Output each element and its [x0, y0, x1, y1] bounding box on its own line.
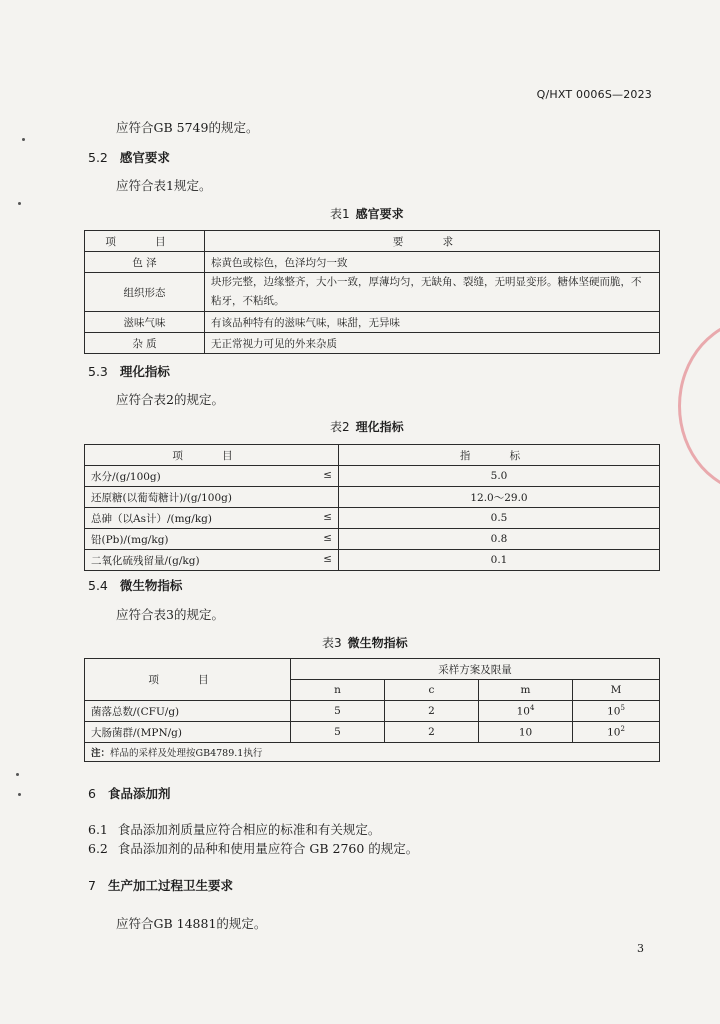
section-5-3-text: 应符合表2的规定。	[116, 392, 224, 407]
table-3-caption	[322, 634, 408, 651]
scan-mark	[22, 138, 25, 141]
section-number: 6	[88, 786, 96, 801]
table-1-caption	[330, 205, 404, 222]
scan-mark	[18, 793, 21, 796]
item-text: 铅(Pb)/(mg/kg)	[91, 533, 169, 546]
scan-mark	[18, 202, 21, 205]
subheader-M: M	[573, 680, 660, 701]
table-note-row	[85, 743, 660, 762]
header-requirement: 要 求	[205, 231, 660, 252]
section-5-4-heading	[88, 576, 182, 594]
header-indicator: 指 标	[339, 445, 660, 466]
clause-text: 食品添加剂的品种和使用量应符合 GB 2760 的规定。	[117, 841, 419, 856]
intro-text: 应符合GB 5749的规定。	[116, 120, 259, 135]
table-note	[85, 743, 660, 762]
section-5-2-heading	[88, 148, 170, 166]
header-item: 项 目	[85, 659, 291, 701]
base: 10	[607, 726, 621, 739]
table-row	[85, 722, 660, 743]
row-value: 0.5	[339, 508, 660, 529]
clause-text: 食品添加剂质量应符合相应的标准和有关规定。	[117, 822, 381, 837]
row-item: 大肠菌群/(MPN/g)	[85, 722, 291, 743]
scan-mark	[16, 773, 19, 776]
standard-number: Q/HXT 0006S—2023	[536, 88, 652, 101]
row-item: 杂 质	[85, 333, 205, 354]
row-requirement: 有该品种特有的滋味气味，味甜，无异味	[205, 312, 660, 333]
caption-number: 表1	[330, 207, 350, 221]
section-number: 7	[88, 878, 96, 893]
caption-number: 表2	[330, 420, 350, 434]
subheader-n: n	[291, 680, 385, 701]
row-value: 0.8	[339, 529, 660, 550]
clause-6-1	[88, 820, 380, 838]
table-row	[85, 333, 660, 354]
row-requirement	[205, 273, 660, 312]
row-item: 色 泽	[85, 252, 205, 273]
note-label: 注：	[91, 748, 111, 759]
table-row	[85, 508, 660, 529]
row-m	[479, 722, 573, 743]
section-5-2-text: 应符合表1规定。	[116, 178, 212, 193]
requirement-line: 块形完整，边缘整齐，大小一致，厚薄均匀，无缺角、裂缝，无明显变形。糖体坚硬而脆，不	[211, 276, 642, 288]
header-item: 项 目	[85, 231, 205, 252]
row-c: 2	[385, 701, 479, 722]
note-text: 样品的采样及处理按GB4789.1执行	[110, 748, 263, 759]
row-item: 菌落总数/(CFU/g)	[85, 701, 291, 722]
row-M	[573, 701, 660, 722]
caption-number: 表3	[322, 636, 342, 650]
table-row	[85, 273, 660, 312]
exponent: 5	[620, 704, 625, 713]
le-sign: ≤	[323, 510, 332, 523]
table-header-row	[85, 659, 660, 680]
section-5-3-heading	[88, 362, 170, 380]
section-7-heading	[88, 876, 233, 894]
section-6-heading	[88, 784, 170, 802]
microbiological-table	[84, 658, 660, 762]
clause-6-2	[88, 839, 418, 857]
table-row	[85, 487, 660, 508]
row-item: 滋味气味	[85, 312, 205, 333]
seal-stamp	[674, 318, 720, 488]
header-item: 项 目	[85, 445, 339, 466]
section-title: 理化指标	[119, 364, 170, 379]
row-requirement: 棕黄色或棕色，色泽均匀一致	[205, 252, 660, 273]
section-title: 生产加工过程卫生要求	[107, 878, 233, 893]
clause-number: 6.1	[88, 822, 108, 837]
section-5-4-text: 应符合表3的规定。	[116, 607, 224, 622]
table-header-row	[85, 231, 660, 252]
row-n: 5	[291, 701, 385, 722]
requirement-line: 粘牙，不粘纸。	[211, 295, 285, 307]
section-title: 微生物指标	[119, 578, 183, 593]
row-item: 组织形态	[85, 273, 205, 312]
table-row	[85, 701, 660, 722]
row-M	[573, 722, 660, 743]
subheader-c: c	[385, 680, 479, 701]
base: 10	[607, 705, 621, 718]
row-requirement: 无正常视力可见的外来杂质	[205, 333, 660, 354]
row-item	[85, 550, 339, 571]
base: 10	[518, 726, 533, 739]
row-n: 5	[291, 722, 385, 743]
section-number: 5.2	[88, 150, 108, 165]
row-m	[479, 701, 573, 722]
section-title: 食品添加剂	[107, 786, 171, 801]
table-row	[85, 529, 660, 550]
item-text: 总砷（以As计）/(mg/kg)	[91, 512, 213, 525]
item-text: 水分/(g/100g)	[91, 470, 161, 483]
header-sampling-plan: 采样方案及限量	[291, 659, 660, 680]
subheader-m: m	[479, 680, 573, 701]
le-sign: ≤	[323, 468, 332, 481]
clause-number: 6.2	[88, 841, 108, 856]
table-row	[85, 550, 660, 571]
row-item	[85, 466, 339, 487]
row-value: 5.0	[339, 466, 660, 487]
le-sign: ≤	[323, 552, 332, 565]
row-item	[85, 487, 339, 508]
seal-ring	[678, 318, 720, 488]
row-c: 2	[385, 722, 479, 743]
le-sign: ≤	[323, 531, 332, 544]
section-7-text: 应符合GB 14881的规定。	[116, 916, 267, 931]
row-item	[85, 508, 339, 529]
item-text: 二氧化硫残留量/(g/kg)	[91, 554, 200, 567]
physicochemical-table	[84, 444, 660, 571]
page-number: 3	[637, 942, 644, 955]
caption-title: 微生物指标	[347, 636, 408, 650]
section-title: 感官要求	[119, 150, 170, 165]
table-2-caption	[330, 418, 404, 435]
section-number: 5.4	[88, 578, 108, 593]
table-row	[85, 312, 660, 333]
row-value: 12.0～29.0	[339, 487, 660, 508]
section-number: 5.3	[88, 364, 108, 379]
exponent: 2	[620, 725, 625, 734]
table-header-row	[85, 445, 660, 466]
base: 10	[516, 705, 530, 718]
item-text: 还原糖(以葡萄糖计)/(g/100g)	[91, 491, 232, 504]
exponent: 4	[529, 704, 535, 713]
sensory-table	[84, 230, 660, 354]
caption-title: 感官要求	[355, 207, 404, 221]
row-item	[85, 529, 339, 550]
table-row	[85, 466, 660, 487]
caption-title: 理化指标	[355, 420, 404, 434]
row-value: 0.1	[339, 550, 660, 571]
table-row	[85, 252, 660, 273]
